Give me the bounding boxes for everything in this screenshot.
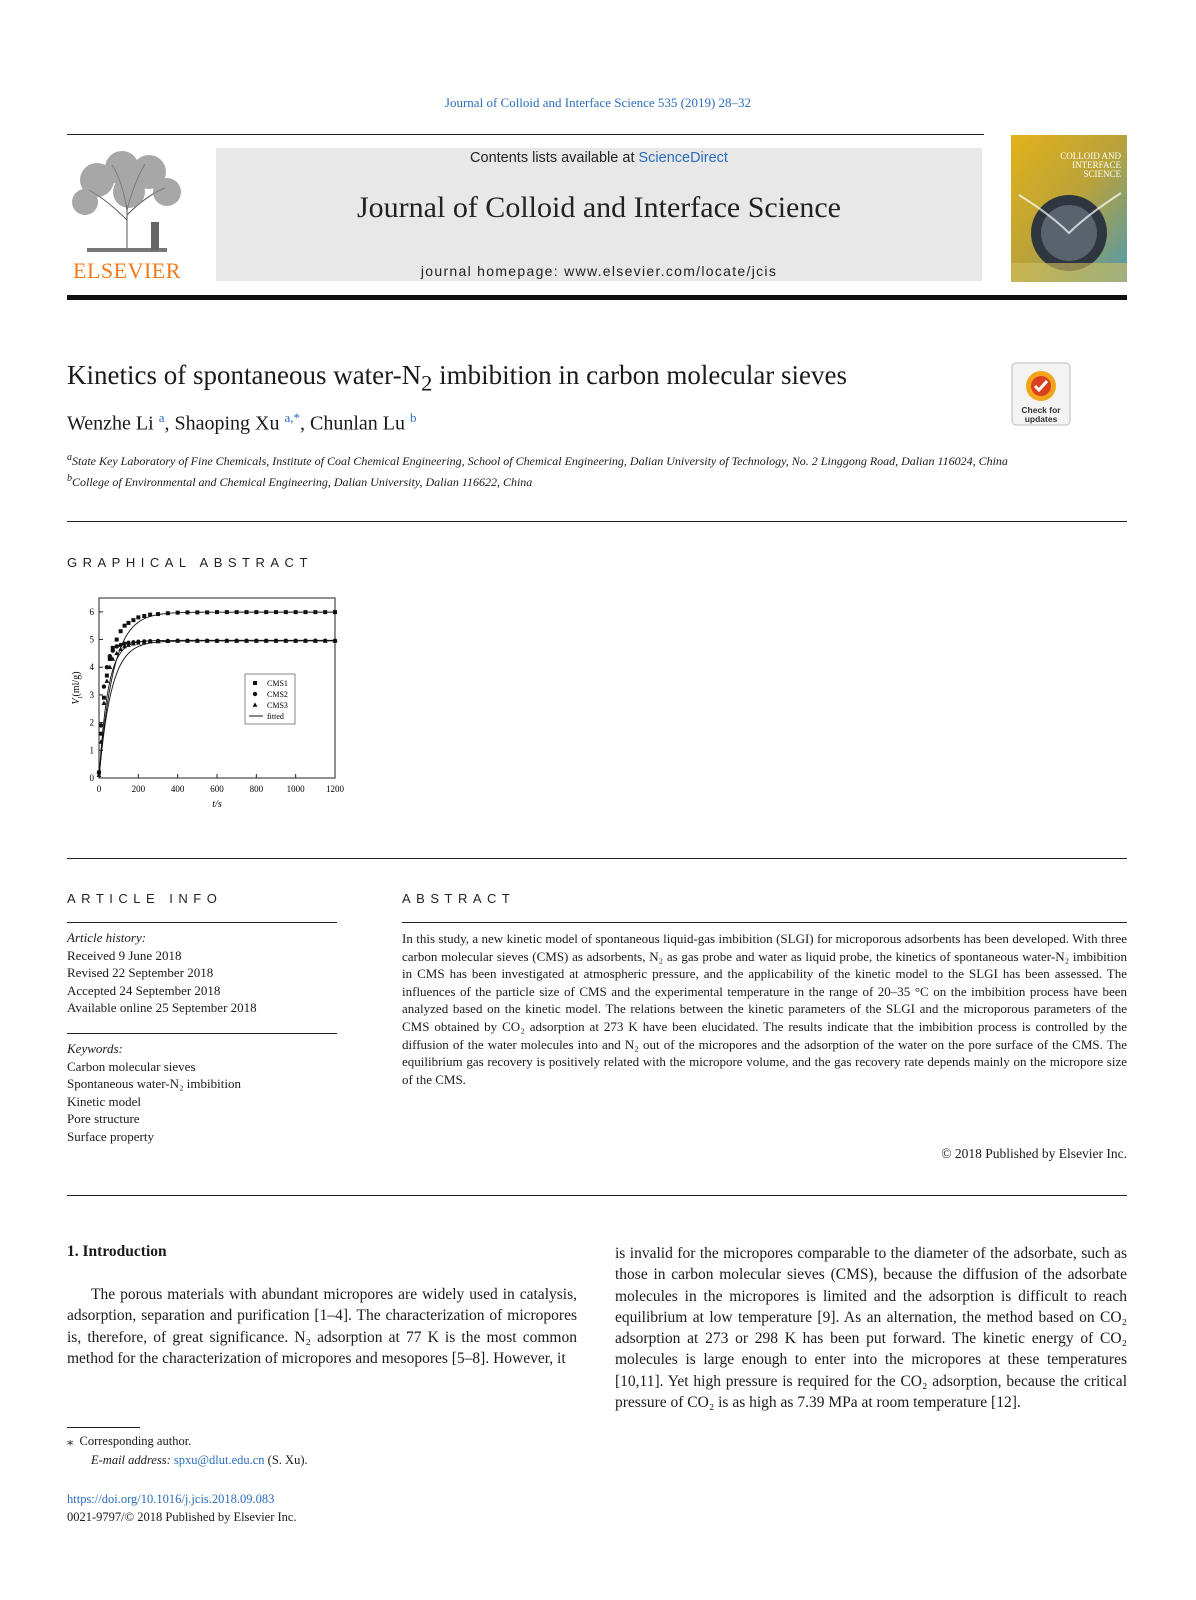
cover-title-art: COLLOID AND bbox=[1060, 151, 1121, 161]
body-text-column-2: is invalid for the micropores comparable to the diameter of the adsorbate, such as those in carbon molecular sieves (CMS), because the diffusion of the adsorbate molecules in the micropores is limited and the adsorption is difficult to reach equilibrium at low temperature [9]. As an alternation, the method based on CO₂ adsorption at 273 or 298 K has been put forward. The kinetic energy of CO₂ molecules is large enough to enter into the micropores at these temperatures [10,11]. Yet high pressure is required for the CO₂ adsorption, because the critical pressure of CO₂ is as high as 7.39 MPa at room temperature [12]. bbox=[615, 1245, 1127, 1412]
data-point-cms2 bbox=[99, 723, 103, 727]
author-name[interactable]: Shaoping Xu bbox=[174, 412, 280, 435]
data-point-cms1 bbox=[284, 610, 288, 614]
check-updates-label: Check for updates bbox=[1021, 405, 1061, 424]
doi-link[interactable]: https://doi.org/10.1016/j.jcis.2018.09.083 bbox=[67, 1492, 275, 1506]
data-point-cms2 bbox=[115, 644, 119, 648]
data-point-cms1 bbox=[186, 610, 190, 614]
author-affiliation-mark[interactable]: b bbox=[410, 410, 417, 425]
data-point-cms1 bbox=[127, 621, 131, 625]
data-point-cms3 bbox=[118, 647, 123, 651]
issn-line: 0021-9797/© 2018 Published by Elsevier Inc. bbox=[67, 1510, 297, 1524]
graphical-abstract-chart bbox=[67, 590, 367, 830]
keyword: Spontaneous water-N₂ imbibition bbox=[67, 1076, 241, 1091]
contents-line bbox=[216, 150, 982, 166]
article-history bbox=[67, 929, 337, 1017]
fitted-curve bbox=[99, 640, 335, 778]
y-tick-label: 4 bbox=[89, 662, 94, 673]
keyword: Carbon molecular sieves bbox=[67, 1058, 196, 1074]
y-tick-label: 3 bbox=[89, 689, 94, 700]
section-rule bbox=[67, 858, 1127, 859]
x-tick-label: 1200 bbox=[326, 784, 344, 794]
fitted-curve bbox=[99, 612, 335, 778]
svg-text:SCIENCE: SCIENCE bbox=[1083, 169, 1121, 179]
section-heading: 1. Introduction bbox=[67, 1243, 167, 1260]
legend-marker bbox=[253, 681, 257, 685]
data-point-cms1 bbox=[142, 614, 146, 618]
copyright-line: © 2018 Published by Elsevier Inc. bbox=[941, 1146, 1127, 1161]
history-item: Revised 22 September 2018 bbox=[67, 965, 214, 980]
sciencedirect-link[interactable]: ScienceDirect bbox=[638, 150, 728, 166]
data-point-cms2 bbox=[111, 648, 115, 652]
affiliations bbox=[67, 449, 1127, 491]
title-text-end: imbibition in carbon molecular sieves bbox=[432, 360, 848, 390]
data-point-cms2 bbox=[108, 654, 112, 658]
data-point-cms1 bbox=[123, 624, 127, 628]
check-for-updates-badge[interactable] bbox=[1011, 362, 1071, 426]
footnote bbox=[67, 1432, 308, 1470]
x-tick-label: 1000 bbox=[286, 784, 305, 794]
header-thick-rule bbox=[67, 295, 1127, 300]
keyword: Pore structure bbox=[67, 1111, 140, 1126]
footnote-rule bbox=[67, 1427, 140, 1428]
section-rule bbox=[67, 521, 1127, 522]
keywords bbox=[67, 1040, 337, 1145]
x-tick-label: 400 bbox=[170, 784, 185, 794]
keyword: Kinetic model bbox=[67, 1093, 142, 1109]
legend-label: CMS3 bbox=[267, 701, 288, 710]
affiliation: $^b$College of Environmental and Chemical Engineering, Dalian University, Dalian 116622, China bbox=[67, 473, 533, 489]
data-point-cms1 bbox=[156, 612, 160, 616]
data-point-cms3 bbox=[104, 678, 109, 682]
data-point-cms3 bbox=[102, 701, 107, 705]
x-axis-label: t/s bbox=[212, 799, 222, 810]
article-info-heading: ARTICLE INFO bbox=[67, 891, 223, 906]
legend-label: CMS2 bbox=[267, 690, 288, 699]
data-point-cms1 bbox=[304, 610, 308, 614]
y-tick-label: 2 bbox=[89, 717, 94, 728]
y-tick-label: 5 bbox=[89, 634, 94, 645]
journal-cover-image bbox=[1011, 135, 1127, 282]
header-rule bbox=[67, 134, 984, 135]
data-point-cms1 bbox=[136, 615, 140, 619]
email-link[interactable]: spxu@dlut.edu.cn bbox=[173, 1453, 265, 1467]
body-text-column-1: The porous materials with abundant micropores are widely used in catalysis, adsorption, separation and purification [1–4]. The characterization of micropores is, therefore, of great significance. N₂ adsorption at 77 K is the most common method for the characterization of micropores and mesopores [5–8]. However, it bbox=[67, 1286, 577, 1367]
data-point-cms1 bbox=[225, 610, 229, 614]
svg-text:INTERFACE: INTERFACE bbox=[1072, 160, 1121, 170]
data-point-cms1 bbox=[105, 674, 109, 678]
journal-homepage[interactable]: journal homepage: www.elsevier.com/locate/jcis bbox=[420, 263, 778, 279]
data-point-cms1 bbox=[245, 610, 249, 614]
abstract-heading: ABSTRACT bbox=[402, 891, 516, 906]
x-tick-label: 200 bbox=[131, 784, 146, 794]
y-tick-label: 0 bbox=[89, 773, 94, 783]
article-title bbox=[67, 360, 847, 396]
article-info-rule bbox=[67, 922, 337, 923]
section-rule bbox=[67, 1195, 1127, 1196]
x-tick-label: 800 bbox=[249, 784, 264, 794]
abstract-rule bbox=[402, 922, 1127, 923]
journal-citation[interactable]: Journal of Colloid and Interface Science 535 (2019) 28–32 bbox=[444, 95, 752, 110]
email-line: E-mail address: spxu@dlut.edu.cn (S. Xu). bbox=[91, 1453, 308, 1467]
author-affiliation-mark[interactable]: a,* bbox=[284, 410, 300, 425]
data-point-cms1 bbox=[313, 610, 317, 614]
doi-block bbox=[67, 1490, 297, 1526]
contents-prefix: Contents lists available at bbox=[470, 150, 639, 166]
abstract-text: In this study, a new kinetic model of spontaneous liquid-gas imbibition (SLGI) for microporous adsorbents has been developed. With three carbon molecular sieves (CMS) as adsorbents, N₂ as gas probe and water as liquid probe, the kinetics of spontaneous water-N₂ imbibition in CMS has been investigated at atmospheric pressure, and the applicability of the kinetic model to the SLGI has been assessed. The influences of the particle size of CMS and the experimental temperature in the range of 20–35 °C on the imbibition process have been analyzed based on the kinetic model. The relations between the kinetic parameters of the SLGI and the microporous parameters of the CMS obtained by CO₂ adsorption at 273 K have been elucidated. The results indicate that the imbibition process is controlled by the diffusion of the water molecules into and N₂ out of the micropores and the adsorption of the water on the pore surface of the CMS. The equilibrium gas recovery is positively related with the micropore volume, and the gas recovery rate depends mainly on the micropore size of the CMS. bbox=[402, 931, 1127, 1087]
data-point-cms1 bbox=[205, 610, 209, 614]
journal-name: Journal of Colloid and Interface Science bbox=[357, 191, 841, 224]
y-tick-label: 6 bbox=[89, 606, 94, 617]
x-tick-label: 0 bbox=[96, 784, 102, 794]
keyword: Surface property bbox=[67, 1128, 154, 1144]
title-text: Kinetics of spontaneous water-N bbox=[67, 360, 422, 390]
x-tick-label: 600 bbox=[210, 784, 224, 794]
elsevier-wordmark: ELSEVIER bbox=[73, 258, 181, 283]
data-point-cms1 bbox=[294, 610, 298, 614]
history-item: Received 9 June 2018 bbox=[67, 947, 182, 963]
corresponding-author-note: ⁎ Corresponding author. bbox=[67, 1434, 192, 1448]
data-point-cms1 bbox=[99, 732, 103, 736]
data-point-cms1 bbox=[274, 610, 278, 614]
keywords-label: Keywords: bbox=[67, 1041, 123, 1056]
data-point-cms1 bbox=[131, 618, 135, 622]
author-name[interactable]: Chunlan Lu bbox=[310, 412, 405, 435]
data-point-cms1 bbox=[166, 611, 170, 615]
data-point-cms1 bbox=[323, 610, 327, 614]
history-item: Accepted 24 September 2018 bbox=[67, 982, 221, 998]
data-point-cms1 bbox=[115, 638, 119, 642]
y-axis-label: $V_t(ml/g)$ bbox=[71, 671, 84, 705]
data-point-cms1 bbox=[235, 610, 239, 614]
author-affiliation-mark[interactable]: a bbox=[158, 410, 165, 425]
fitted-curve bbox=[99, 641, 335, 778]
data-point-cms1 bbox=[102, 696, 106, 700]
data-point-cms1 bbox=[333, 610, 337, 614]
article-info-rule bbox=[67, 1033, 337, 1034]
data-point-cms1 bbox=[148, 613, 152, 617]
history-label: Article history: bbox=[67, 930, 147, 945]
legend-label: CMS1 bbox=[267, 679, 288, 688]
data-point-cms2 bbox=[118, 643, 122, 647]
history-item: Available online 25 September 2018 bbox=[67, 1000, 257, 1015]
data-point-cms1 bbox=[176, 611, 180, 615]
author-name[interactable]: Wenzhe Li bbox=[67, 412, 154, 435]
data-point-cms1 bbox=[195, 610, 199, 614]
data-point-cms1 bbox=[254, 610, 258, 614]
data-point-cms1 bbox=[119, 629, 123, 633]
data-point-cms1 bbox=[215, 610, 219, 614]
author-list: Wenzhe Li $^a$, Shaoping Xu $^{a,*}$, Chunlan Lu $^b$ bbox=[67, 410, 417, 435]
y-tick-label: 1 bbox=[89, 745, 94, 756]
title-subscript: 2 bbox=[421, 370, 433, 396]
legend-label: fitted bbox=[267, 712, 284, 721]
legend-marker bbox=[253, 692, 257, 696]
affiliation: $^a$State Key Laboratory of Fine Chemicals, Institute of Coal Chemical Engineering, School of Chemical Engineering, Dalian University of Technology, No. 2 Linggong Road, Dalian 116024, China bbox=[67, 452, 1008, 468]
graphical-abstract-heading: GRAPHICAL ABSTRACT bbox=[67, 555, 313, 570]
data-point-cms1 bbox=[264, 610, 268, 614]
data-point-cms2 bbox=[102, 684, 106, 688]
